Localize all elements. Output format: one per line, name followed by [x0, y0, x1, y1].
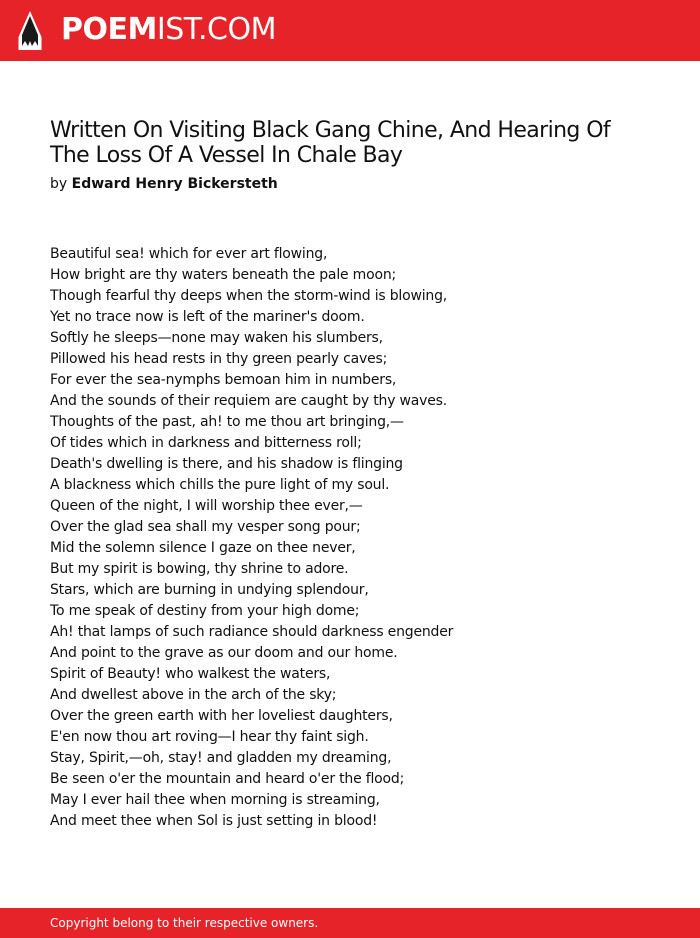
poem-line: Stay, Spirit,—oh, stay! and gladden my dreaming,: [50, 750, 392, 766]
byline: [50, 174, 278, 194]
poem-line: E'en now thou art roving—I hear thy faint sigh.: [50, 729, 369, 745]
poem-line: And dwellest above in the arch of the sky;: [50, 687, 337, 703]
poem-line: Over the green earth with her loveliest daughters,: [50, 708, 393, 724]
poem-line: Though fearful thy deeps when the storm-wind is blowing,: [50, 288, 448, 304]
site-header: [0, 0, 700, 61]
poem-body: [50, 244, 650, 832]
poem-line: Pillowed his head rests in thy green pearly caves;: [50, 351, 388, 367]
poem-line: Mid the solemn silence I gaze on thee never,: [50, 540, 356, 556]
pen-nib-logo-icon[interactable]: [17, 10, 43, 52]
poem-line: Beautiful sea! which for ever art flowing,: [50, 246, 328, 262]
poem-line: Yet no trace now is left of the mariner's doom.: [50, 309, 365, 325]
author-name: Edward Henry Bickersteth: [71, 176, 278, 192]
poem-line: Softly he sleeps—none may waken his slumbers,: [50, 330, 383, 346]
poem-line: Be seen o'er the mountain and heard o'er the flood;: [50, 771, 405, 787]
poem-line: But my spirit is bowing, thy shrine to adore.: [50, 561, 349, 577]
poem-line: A blackness which chills the pure light of my soul.: [50, 477, 390, 493]
site-logo[interactable]: [61, 12, 276, 48]
byline-label: by: [50, 176, 68, 192]
poem-line: For ever the sea-nymphs bemoan him in numbers,: [50, 372, 397, 388]
poem-line: May I ever hail thee when morning is streaming,: [50, 792, 380, 808]
poem-line: And the sounds of their requiem are caught by thy waves.: [50, 393, 448, 409]
logo-text-light: IST.COM: [156, 12, 276, 47]
poem-line: Thoughts of the past, ah! to me thou art bringing,—: [50, 414, 404, 430]
poem-line: Spirit of Beauty! who walkest the waters,: [50, 666, 331, 682]
poem-line: Death's dwelling is there, and his shadow is flinging: [50, 456, 403, 472]
logo-text-bold: POEM: [61, 12, 157, 47]
poem-line: Ah! that lamps of such radiance should darkness engender: [50, 624, 454, 640]
poem-line: Over the glad sea shall my vesper song pour;: [50, 519, 361, 535]
page-footer: [0, 908, 700, 938]
poem-line: Queen of the night, I will worship thee ever,—: [50, 498, 363, 514]
poem-line: Stars, which are burning in undying splendour,: [50, 582, 369, 598]
copyright-notice: Copyright belong to their respective owners.: [50, 916, 319, 930]
poem-line: And meet thee when Sol is just setting in blood!: [50, 813, 378, 829]
poem-title: Written On Visiting Black Gang Chine, And Hearing Of The Loss Of A Vessel In Chale Bay: [50, 118, 611, 168]
poem-line: How bright are thy waters beneath the pale moon;: [50, 267, 397, 283]
poem-line: To me speak of destiny from your high dome;: [50, 603, 360, 619]
poem-line: Of tides which in darkness and bitterness roll;: [50, 435, 362, 451]
poem-line: And point to the grave as our doom and our home.: [50, 645, 398, 661]
